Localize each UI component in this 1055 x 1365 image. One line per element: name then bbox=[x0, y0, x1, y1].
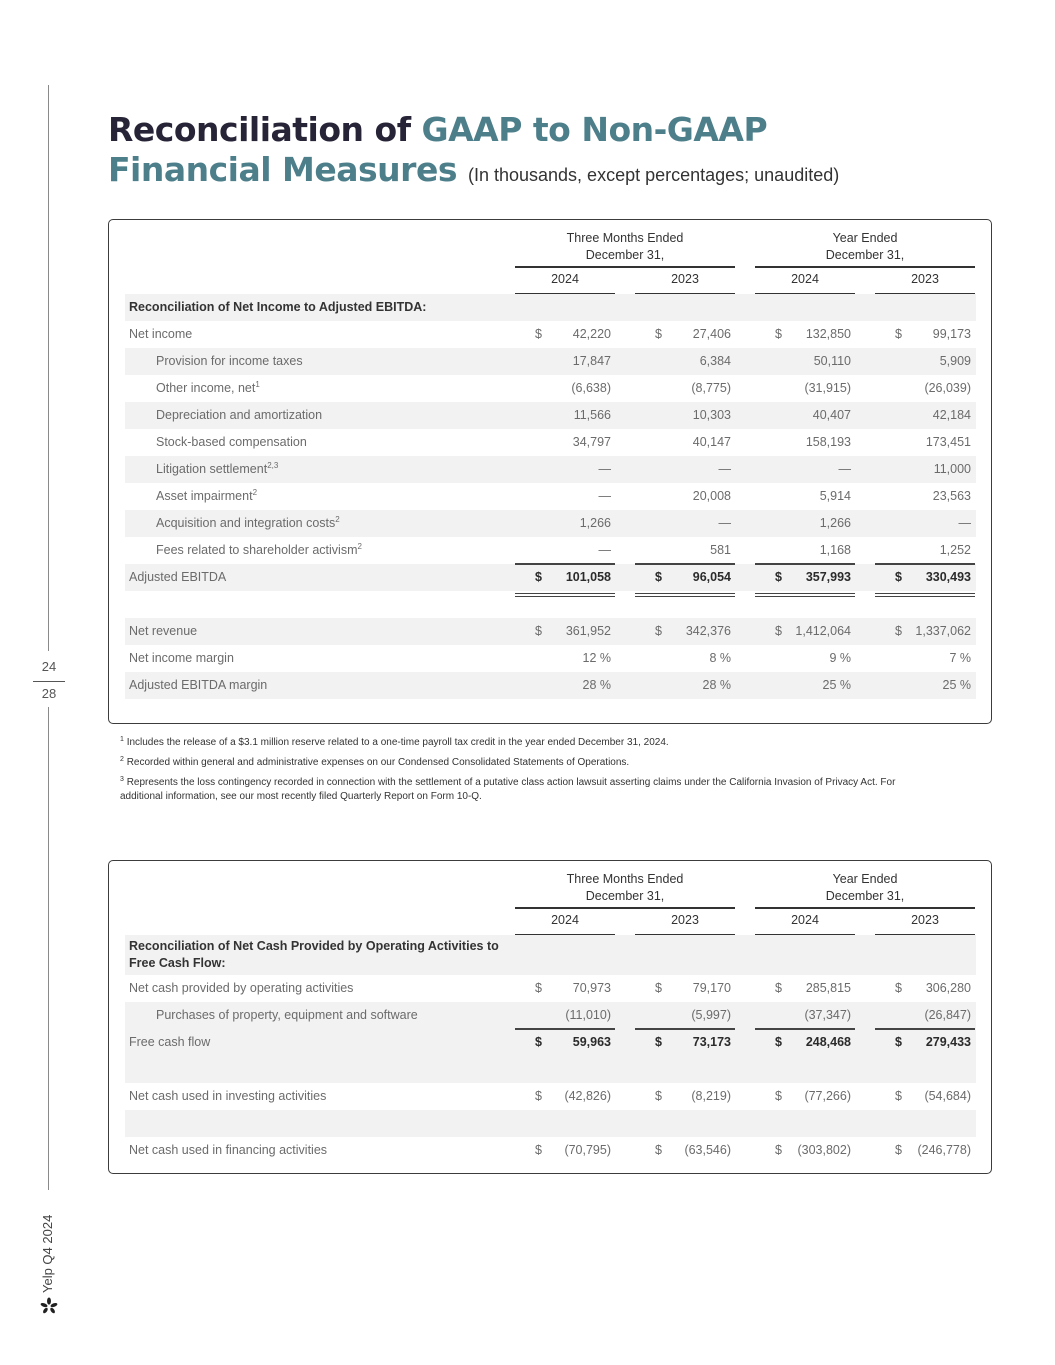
column-group-rule bbox=[515, 266, 735, 268]
value-cell bbox=[875, 321, 975, 348]
value-cell bbox=[755, 1083, 855, 1110]
row-label bbox=[129, 975, 353, 1002]
cell-value: (8,775) bbox=[691, 381, 731, 395]
cell-value: (303,802) bbox=[797, 1143, 851, 1157]
cell-value: (77,266) bbox=[804, 1089, 851, 1103]
value-cell bbox=[875, 456, 975, 483]
cell-value: 173,451 bbox=[925, 435, 971, 449]
row-label-text: Purchases of property, equipment and software bbox=[156, 1008, 418, 1022]
cell-value: — bbox=[598, 489, 611, 503]
dollar-sign: $ bbox=[895, 1089, 902, 1103]
total-row bbox=[125, 564, 976, 591]
dollar-sign: $ bbox=[535, 1035, 542, 1049]
cell-value: — bbox=[718, 462, 731, 476]
summary-row bbox=[125, 618, 976, 645]
value-cell bbox=[515, 402, 615, 429]
cell-value: 50,110 bbox=[813, 354, 851, 368]
cell-value: 132,850 bbox=[805, 327, 851, 341]
value-cell bbox=[755, 1137, 855, 1164]
subtotal-rule bbox=[755, 1028, 855, 1030]
brand-label: Yelp Q4 2024 bbox=[40, 1214, 55, 1293]
cell-value: 5,914 bbox=[819, 489, 851, 503]
value-cell bbox=[635, 1137, 735, 1164]
dollar-sign: $ bbox=[775, 327, 782, 341]
dollar-sign: $ bbox=[535, 624, 542, 638]
footnote-mark: 3 bbox=[120, 776, 124, 783]
table-row bbox=[125, 375, 976, 402]
value-cell bbox=[515, 975, 615, 1002]
cell-value: 9 % bbox=[829, 651, 851, 665]
value-cell bbox=[875, 483, 975, 510]
column-group-three-months bbox=[515, 230, 735, 264]
value-cell bbox=[515, 483, 615, 510]
page-total: 28 bbox=[41, 686, 57, 701]
value-cell bbox=[635, 402, 735, 429]
row-label-text: Net revenue bbox=[129, 624, 198, 638]
rail-line-top bbox=[48, 85, 49, 651]
subtotal-rule bbox=[755, 563, 855, 565]
column-group-rule bbox=[755, 266, 975, 268]
footnote-mark: 1 bbox=[120, 736, 124, 743]
value-cell bbox=[635, 645, 735, 672]
row-label-text: Net income margin bbox=[129, 651, 234, 665]
cell-value: 279,433 bbox=[925, 1035, 971, 1049]
section-title: Reconciliation of Net Cash Provided by Operating Activities to Free Cash Flow: bbox=[129, 939, 499, 970]
cell-value: 12 % bbox=[582, 651, 611, 665]
value-cell bbox=[635, 429, 735, 456]
value-cell bbox=[755, 483, 855, 510]
cell-value: (31,915) bbox=[804, 381, 851, 395]
column-year: 2024 bbox=[791, 913, 819, 927]
row-label bbox=[129, 321, 192, 348]
value-cell bbox=[875, 375, 975, 402]
dollar-sign: $ bbox=[775, 624, 782, 638]
spacer-row bbox=[125, 1110, 976, 1137]
footnote-text: Represents the loss contingency recorded in connection with the settlement of a putative class action lawsuit asserting claims under the California Invasion of Privacy Act. For additional information, see our most recently filed Quarterly Report on Form 10-Q. bbox=[120, 777, 896, 802]
cell-value: (37,347) bbox=[804, 1008, 851, 1022]
column-group-rule bbox=[515, 907, 735, 909]
page-current: 24 bbox=[41, 659, 57, 674]
value-cell bbox=[875, 975, 975, 1002]
subtotal-rule bbox=[635, 1028, 735, 1030]
dollar-sign: $ bbox=[655, 1035, 662, 1049]
value-cell bbox=[515, 375, 615, 402]
cell-value: 28 % bbox=[702, 678, 731, 692]
cell-value: (5,997) bbox=[691, 1008, 731, 1022]
row-label bbox=[156, 402, 322, 429]
title-part3: Financial Measures bbox=[108, 150, 457, 189]
footnote-text: Includes the release of a $3.1 million reserve related to a one-time payroll tax credit in the year ended December 31, 2024. bbox=[126, 737, 669, 748]
table-row bbox=[125, 402, 976, 429]
cell-value: 10,303 bbox=[692, 408, 731, 422]
cell-value: 27,406 bbox=[692, 327, 731, 341]
value-cell bbox=[875, 510, 975, 537]
value-cell bbox=[515, 564, 615, 591]
cell-value: 23,563 bbox=[932, 489, 971, 503]
cell-value: 357,993 bbox=[805, 570, 851, 584]
value-cell bbox=[635, 1029, 735, 1056]
cell-value: 1,412,064 bbox=[795, 624, 851, 638]
footnote-ref: 2 bbox=[357, 542, 362, 551]
cell-value: 361,952 bbox=[565, 624, 611, 638]
footnote-ref: 1 bbox=[255, 380, 260, 389]
value-cell bbox=[755, 672, 855, 699]
dollar-sign: $ bbox=[775, 1143, 782, 1157]
row-label-text: Adjusted EBITDA bbox=[129, 570, 227, 584]
row-label bbox=[156, 537, 362, 564]
value-cell bbox=[875, 1137, 975, 1164]
brand-label-wrap bbox=[40, 1205, 58, 1293]
value-cell bbox=[515, 672, 615, 699]
page-divider bbox=[33, 681, 65, 682]
dollar-sign: $ bbox=[775, 1089, 782, 1103]
row-label-text: Free cash flow bbox=[129, 1035, 211, 1049]
value-cell bbox=[755, 1002, 855, 1029]
value-cell bbox=[515, 1029, 615, 1056]
cell-value: 17,847 bbox=[572, 354, 611, 368]
column-group-line1: Three Months Ended bbox=[566, 231, 684, 245]
value-cell bbox=[875, 618, 975, 645]
cell-value: 6,384 bbox=[699, 354, 731, 368]
column-group-line2: December 31, bbox=[585, 248, 665, 262]
value-cell bbox=[875, 537, 975, 564]
dollar-sign: $ bbox=[655, 327, 662, 341]
cell-value: 1,266 bbox=[819, 516, 851, 530]
dollar-sign: $ bbox=[895, 981, 902, 995]
table-row bbox=[125, 429, 976, 456]
cell-value: 285,815 bbox=[805, 981, 851, 995]
column-year: 2023 bbox=[671, 913, 699, 927]
cell-value: 20,008 bbox=[692, 489, 731, 503]
subtotal-rule bbox=[515, 1028, 615, 1030]
footnote-ref: 2,3 bbox=[267, 461, 279, 470]
total-double-rule bbox=[755, 593, 855, 597]
column-group-line2: December 31, bbox=[585, 889, 665, 903]
value-cell bbox=[635, 975, 735, 1002]
row-label-text: Net cash provided by operating activities bbox=[129, 981, 354, 995]
cell-value: (6,638) bbox=[571, 381, 611, 395]
column-group-three-months bbox=[515, 871, 735, 905]
row-label bbox=[129, 1029, 210, 1056]
row-label bbox=[156, 456, 278, 483]
value-cell bbox=[635, 564, 735, 591]
row-label bbox=[156, 483, 257, 510]
value-cell bbox=[635, 321, 735, 348]
value-cell bbox=[515, 618, 615, 645]
table-row bbox=[125, 321, 976, 348]
value-cell bbox=[875, 348, 975, 375]
column-group-year bbox=[755, 871, 975, 905]
rail-line-bottom bbox=[48, 707, 49, 1190]
total-double-rule bbox=[635, 593, 735, 597]
dollar-sign: $ bbox=[895, 1035, 902, 1049]
value-cell bbox=[755, 564, 855, 591]
value-cell bbox=[515, 510, 615, 537]
total-double-rule bbox=[875, 593, 975, 597]
title-part2: GAAP to Non-GAAP bbox=[421, 110, 768, 149]
table-row bbox=[125, 510, 976, 537]
value-cell bbox=[755, 321, 855, 348]
footnote-mark: 2 bbox=[120, 756, 124, 763]
cell-value: 1,266 bbox=[579, 516, 611, 530]
footnote-2 bbox=[120, 756, 940, 770]
dollar-sign: $ bbox=[775, 981, 782, 995]
cell-value: 96,054 bbox=[692, 570, 731, 584]
column-group-line2: December 31, bbox=[825, 889, 905, 903]
column-year: 2024 bbox=[791, 272, 819, 286]
cell-value: 330,493 bbox=[925, 570, 971, 584]
row-label-text: Net income bbox=[129, 327, 193, 341]
cell-value: 79,170 bbox=[692, 981, 731, 995]
cell-value: 581 bbox=[710, 543, 731, 557]
section-title: Reconciliation of Net Income to Adjusted EBITDA: bbox=[129, 300, 427, 314]
row-label bbox=[156, 348, 303, 375]
dollar-sign: $ bbox=[535, 1089, 542, 1103]
cell-value: 248,468 bbox=[805, 1035, 851, 1049]
column-year: 2023 bbox=[911, 913, 939, 927]
row-label-text: Depreciation and amortization bbox=[156, 408, 323, 422]
dollar-sign: $ bbox=[895, 624, 902, 638]
value-cell bbox=[875, 429, 975, 456]
cell-value: (26,847) bbox=[924, 1008, 971, 1022]
dollar-sign: $ bbox=[535, 981, 542, 995]
dollar-sign: $ bbox=[655, 1143, 662, 1157]
summary-row bbox=[125, 672, 976, 699]
dollar-sign: $ bbox=[775, 570, 782, 584]
value-cell bbox=[515, 1002, 615, 1029]
dollar-sign: $ bbox=[535, 570, 542, 584]
row-label-text: Net cash used in investing activities bbox=[129, 1089, 327, 1103]
value-cell bbox=[635, 1083, 735, 1110]
value-cell bbox=[755, 1029, 855, 1056]
cell-value: 40,147 bbox=[692, 435, 731, 449]
cell-value: 342,376 bbox=[685, 624, 731, 638]
value-cell bbox=[635, 537, 735, 564]
value-cell bbox=[635, 375, 735, 402]
row-label-text: Litigation settlement bbox=[156, 462, 268, 476]
value-cell bbox=[515, 1083, 615, 1110]
dollar-sign: $ bbox=[535, 327, 542, 341]
table-row bbox=[125, 348, 976, 375]
column-year: 2024 bbox=[551, 913, 579, 927]
value-cell bbox=[875, 564, 975, 591]
subtotal-rule bbox=[515, 563, 615, 565]
footnote-1 bbox=[120, 736, 940, 750]
cell-value: 101,058 bbox=[565, 570, 611, 584]
total-row bbox=[125, 1029, 976, 1056]
table-row bbox=[125, 483, 976, 510]
free-cash-flow-table bbox=[108, 860, 992, 1174]
dollar-sign: $ bbox=[655, 570, 662, 584]
cell-value: 25 % bbox=[822, 678, 851, 692]
row-label bbox=[156, 1002, 418, 1029]
value-cell bbox=[755, 975, 855, 1002]
cell-value: (8,219) bbox=[691, 1089, 731, 1103]
row-label bbox=[129, 1137, 327, 1164]
cell-value: — bbox=[838, 462, 851, 476]
column-group-line2: December 31, bbox=[825, 248, 905, 262]
value-cell bbox=[875, 1083, 975, 1110]
cell-value: 40,407 bbox=[812, 408, 851, 422]
ebitda-reconciliation-table bbox=[108, 219, 992, 724]
row-label-text: Fees related to shareholder activism bbox=[156, 543, 358, 557]
value-cell bbox=[515, 348, 615, 375]
footnote-text: Recorded within general and administrative expenses on our Condensed Consolidated Statements of Operations. bbox=[126, 757, 630, 768]
cell-value: 158,193 bbox=[805, 435, 851, 449]
value-cell bbox=[635, 483, 735, 510]
cell-value: 8 % bbox=[709, 651, 731, 665]
row-label bbox=[129, 645, 234, 672]
value-cell bbox=[635, 456, 735, 483]
row-label-text: Adjusted EBITDA margin bbox=[129, 678, 268, 692]
cell-value: (11,010) bbox=[565, 1008, 611, 1022]
value-cell bbox=[515, 1137, 615, 1164]
row-label bbox=[156, 375, 260, 402]
column-year: 2023 bbox=[671, 272, 699, 286]
dollar-sign: $ bbox=[655, 624, 662, 638]
row-label bbox=[129, 618, 197, 645]
title-subtitle: (In thousands, except percentages; unaudited) bbox=[467, 165, 840, 185]
dollar-sign: $ bbox=[655, 1089, 662, 1103]
value-cell bbox=[635, 510, 735, 537]
value-cell bbox=[515, 456, 615, 483]
dollar-sign: $ bbox=[895, 327, 902, 341]
column-group-line1: Year Ended bbox=[832, 872, 898, 886]
value-cell bbox=[515, 537, 615, 564]
cell-value: (70,795) bbox=[564, 1143, 611, 1157]
column-group-line1: Year Ended bbox=[832, 231, 898, 245]
dollar-sign: $ bbox=[895, 1143, 902, 1157]
column-group-line1: Three Months Ended bbox=[566, 872, 684, 886]
total-double-rule bbox=[515, 593, 615, 597]
dollar-sign: $ bbox=[655, 981, 662, 995]
footnotes bbox=[120, 736, 940, 810]
subtotal-rule bbox=[635, 563, 735, 565]
section-header-row bbox=[125, 935, 976, 975]
cell-value: (246,778) bbox=[917, 1143, 971, 1157]
spacer-row bbox=[125, 1056, 976, 1083]
page-title bbox=[108, 110, 839, 195]
table-row bbox=[125, 975, 976, 1002]
dollar-sign: $ bbox=[895, 570, 902, 584]
row-label bbox=[156, 429, 307, 456]
cell-value: — bbox=[718, 516, 731, 530]
cell-value: (54,684) bbox=[924, 1089, 971, 1103]
table-row bbox=[125, 1002, 976, 1029]
column-year: 2023 bbox=[911, 272, 939, 286]
value-cell bbox=[635, 1002, 735, 1029]
value-cell bbox=[755, 348, 855, 375]
cell-value: 5,909 bbox=[939, 354, 971, 368]
cell-value: (63,546) bbox=[684, 1143, 731, 1157]
dollar-sign: $ bbox=[535, 1143, 542, 1157]
footnote-ref: 2 bbox=[252, 488, 258, 497]
subtotal-rule bbox=[875, 563, 975, 565]
row-label-text: Net cash used in financing activities bbox=[129, 1143, 328, 1157]
value-cell bbox=[755, 429, 855, 456]
value-cell bbox=[875, 645, 975, 672]
value-cell bbox=[875, 1029, 975, 1056]
summary-row bbox=[125, 645, 976, 672]
cell-value: 28 % bbox=[582, 678, 611, 692]
title-part1: Reconciliation of bbox=[108, 110, 422, 149]
value-cell bbox=[755, 375, 855, 402]
column-group-rule bbox=[755, 907, 975, 909]
cell-value: 70,973 bbox=[572, 981, 611, 995]
table-row bbox=[125, 456, 976, 483]
value-cell bbox=[755, 510, 855, 537]
row-label bbox=[129, 564, 226, 591]
subtotal-rule bbox=[875, 1028, 975, 1030]
cell-value: — bbox=[598, 462, 611, 476]
cell-value: — bbox=[958, 516, 971, 530]
row-label-text: Provision for income taxes bbox=[156, 354, 303, 368]
cell-value: 34,797 bbox=[572, 435, 611, 449]
cell-value: 99,173 bbox=[932, 327, 971, 341]
value-cell bbox=[875, 1002, 975, 1029]
dollar-sign: $ bbox=[775, 1035, 782, 1049]
column-group-year bbox=[755, 230, 975, 264]
value-cell bbox=[515, 429, 615, 456]
footnote-ref: 2 bbox=[335, 515, 340, 524]
row-label-text: Stock-based compensation bbox=[156, 435, 307, 449]
value-cell bbox=[635, 672, 735, 699]
column-year: 2024 bbox=[551, 272, 579, 286]
value-cell bbox=[755, 537, 855, 564]
cell-value: (26,039) bbox=[924, 381, 971, 395]
section-header-row bbox=[125, 294, 976, 321]
cell-value: 1,337,062 bbox=[915, 624, 971, 638]
footnote-3 bbox=[120, 776, 940, 804]
cell-value: 25 % bbox=[942, 678, 971, 692]
value-cell bbox=[875, 672, 975, 699]
value-cell bbox=[875, 402, 975, 429]
cell-value: 59,963 bbox=[572, 1035, 611, 1049]
cell-value: (42,826) bbox=[564, 1089, 611, 1103]
value-cell bbox=[515, 321, 615, 348]
table-row bbox=[125, 537, 976, 564]
table-row bbox=[125, 1137, 976, 1164]
value-cell bbox=[635, 618, 735, 645]
cell-value: 73,173 bbox=[692, 1035, 731, 1049]
value-cell bbox=[755, 456, 855, 483]
row-label-text: Other income, net bbox=[156, 381, 256, 395]
table-row bbox=[125, 1083, 976, 1110]
cell-value: — bbox=[598, 543, 611, 557]
cell-value: 11,566 bbox=[573, 408, 611, 422]
row-label bbox=[129, 672, 267, 699]
row-label bbox=[156, 510, 340, 537]
value-cell bbox=[515, 645, 615, 672]
value-cell bbox=[755, 645, 855, 672]
cell-value: 7 % bbox=[949, 651, 971, 665]
cell-value: 1,252 bbox=[939, 543, 971, 557]
row-label-text: Asset impairment bbox=[156, 489, 253, 503]
row-label-text: Acquisition and integration costs bbox=[156, 516, 336, 530]
value-cell bbox=[755, 618, 855, 645]
cell-value: 1,168 bbox=[819, 543, 851, 557]
yelp-burst-icon bbox=[40, 1297, 58, 1315]
value-cell bbox=[635, 348, 735, 375]
row-label bbox=[129, 1083, 326, 1110]
cell-value: 42,184 bbox=[932, 408, 971, 422]
value-cell bbox=[755, 402, 855, 429]
cell-value: 306,280 bbox=[925, 981, 971, 995]
cell-value: 42,220 bbox=[572, 327, 611, 341]
cell-value: 11,000 bbox=[933, 462, 971, 476]
